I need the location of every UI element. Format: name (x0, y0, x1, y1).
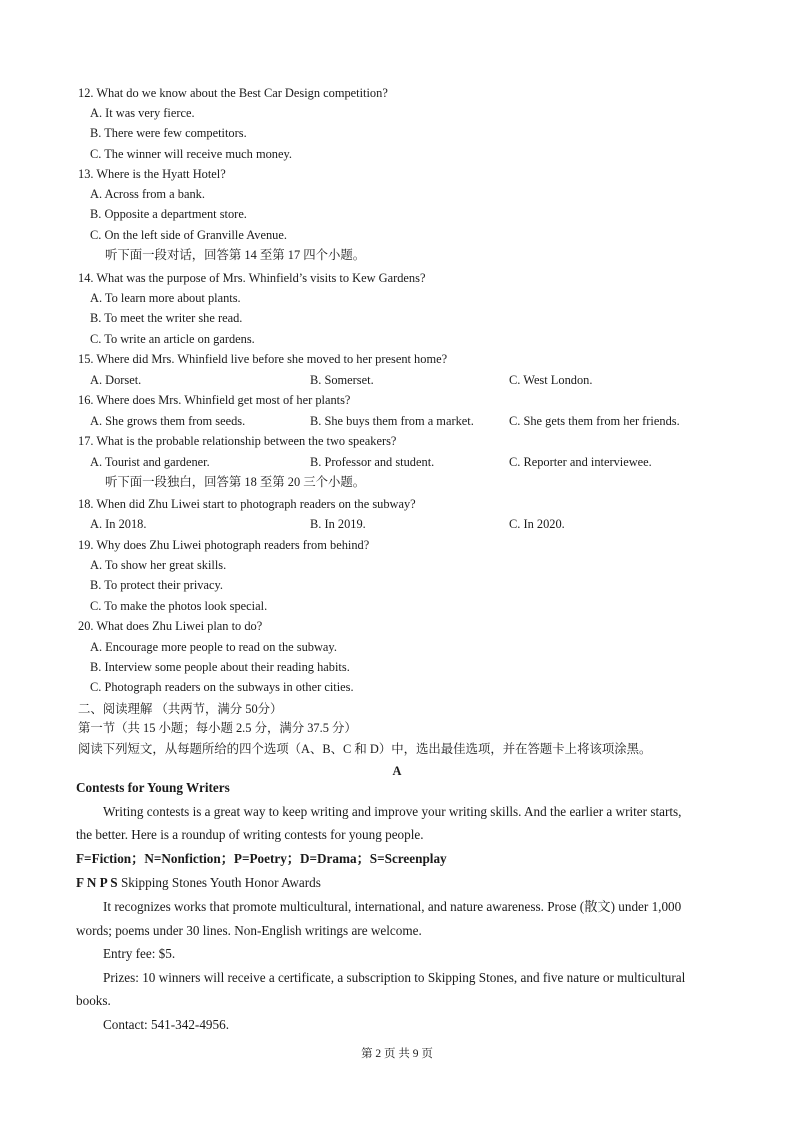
question-14-option-b: B. To meet the writer she read. (90, 311, 243, 325)
question-17-option-c: C. Reporter and interviewee. (509, 455, 652, 469)
reading-instruction: 阅读下列短文，从每题所给的四个选项（A、B、C 和 D）中，选出最佳选项，并在答题卡上将该项涂黑。 (78, 742, 652, 756)
question-16-option-b: B. She buys them from a market. (310, 414, 474, 428)
question-16-option-a: A. She grows them from seeds. (90, 414, 246, 428)
contest-name: Skipping Stones Youth Honor Awards (120, 875, 321, 890)
question-19-option-a: A. To show her great skills. (90, 558, 227, 572)
question-16-option-c: C. She gets them from her friends. (509, 414, 680, 428)
question-13-stem: 13. Where is the Hyatt Hotel? (78, 167, 226, 181)
question-20-option-b: B. Interview some people about their reading habits. (90, 660, 350, 674)
question-19-option-c: C. To make the photos look special. (90, 599, 268, 613)
question-20-option-c: C. Photograph readers on the subways in other cities. (90, 680, 354, 694)
passage-title: Contests for Young Writers (76, 780, 230, 795)
question-14-option-a: A. To learn more about plants. (90, 291, 241, 305)
contest-codes: F N P S (76, 875, 118, 890)
contest-desc-line-2: words; poems under 30 lines. Non-English writings are welcome. (76, 923, 422, 938)
intro-line-2: the better. Here is a roundup of writing contests for young people. (76, 827, 424, 842)
question-15-option-a: A. Dorset. (90, 373, 142, 387)
question-19-stem: 19. Why does Zhu Liwei photograph readers from behind? (78, 538, 370, 552)
question-15-option-c: C. West London. (509, 373, 593, 387)
question-18-option-b: B. In 2019. (310, 517, 366, 531)
question-14-option-c: C. To write an article on gardens. (90, 332, 255, 346)
question-13-option-a: A. Across from a bank. (90, 187, 205, 201)
contest-prizes-line-1: Prizes: 10 winners will receive a certificate, a subscription to Skipping Stones, and five nature or multicultural (103, 970, 686, 985)
intro-line-1: Writing contests is a great way to keep writing and improve your writing skills. And the earlier a writer starts, (103, 804, 682, 819)
question-19-option-b: B. To protect their privacy. (90, 578, 223, 592)
contest-desc-line-1: It recognizes works that promote multicultural, international, and nature awareness. Prose (散文) under 1,000 (103, 899, 682, 914)
contest-heading (76, 874, 321, 891)
contest-prizes-line-2: books. (76, 993, 111, 1008)
question-13-option-c: C. On the left side of Granville Avenue. (90, 228, 287, 242)
question-20-stem: 20. What does Zhu Liwei plan to do? (78, 619, 263, 633)
question-20-option-a: A. Encourage more people to read on the subway. (90, 640, 337, 654)
question-15-option-b: B. Somerset. (310, 373, 374, 387)
instruction-18-20: 听下面一段独白，回答第 18 至第 20 三个小题。 (105, 475, 366, 489)
question-18-option-a: A. In 2018. (90, 517, 147, 531)
question-12-option-c: C. The winner will receive much money. (90, 147, 292, 161)
question-16-stem: 16. Where does Mrs. Whinfield get most of her plants? (78, 393, 351, 407)
question-18-option-c: C. In 2020. (509, 517, 565, 531)
question-17-stem: 17. What is the probable relationship between the two speakers? (78, 434, 397, 448)
contest-fee: Entry fee: $5. (103, 946, 176, 961)
question-12-stem: 12. What do we know about the Best Car Design competition? (78, 86, 388, 100)
question-18-stem: 18. When did Zhu Liwei start to photograph readers on the subway? (78, 497, 416, 511)
question-12-option-a: A. It was very fierce. (90, 106, 195, 120)
question-17-option-a: A. Tourist and gardener. (90, 455, 210, 469)
genre-legend: F=Fiction；N=Nonfiction；P=Poetry；D=Drama；S=Screenplay (76, 851, 447, 866)
contest-contact: Contact: 541-342-4956. (103, 1017, 229, 1032)
passage-label: A (392, 764, 402, 778)
page-footer: 第 2 页 共 9 页 (361, 1048, 433, 1060)
question-14-stem: 14. What was the purpose of Mrs. Whinfield’s visits to Kew Gardens? (78, 271, 426, 285)
question-17-option-b: B. Professor and student. (310, 455, 435, 469)
reading-part-title: 二、阅读理解 （共两节，满分 50分） (78, 702, 283, 716)
reading-section-title: 第一节（共 15 小题；每小题 2.5 分，满分 37.5 分） (78, 721, 357, 735)
instruction-14-17: 听下面一段对话，回答第 14 至第 17 四个小题。 (105, 248, 366, 262)
question-15-stem: 15. Where did Mrs. Whinfield live before she moved to her present home? (78, 352, 448, 366)
question-13-option-b: B. Opposite a department store. (90, 207, 247, 221)
question-12-option-b: B. There were few competitors. (90, 126, 247, 140)
